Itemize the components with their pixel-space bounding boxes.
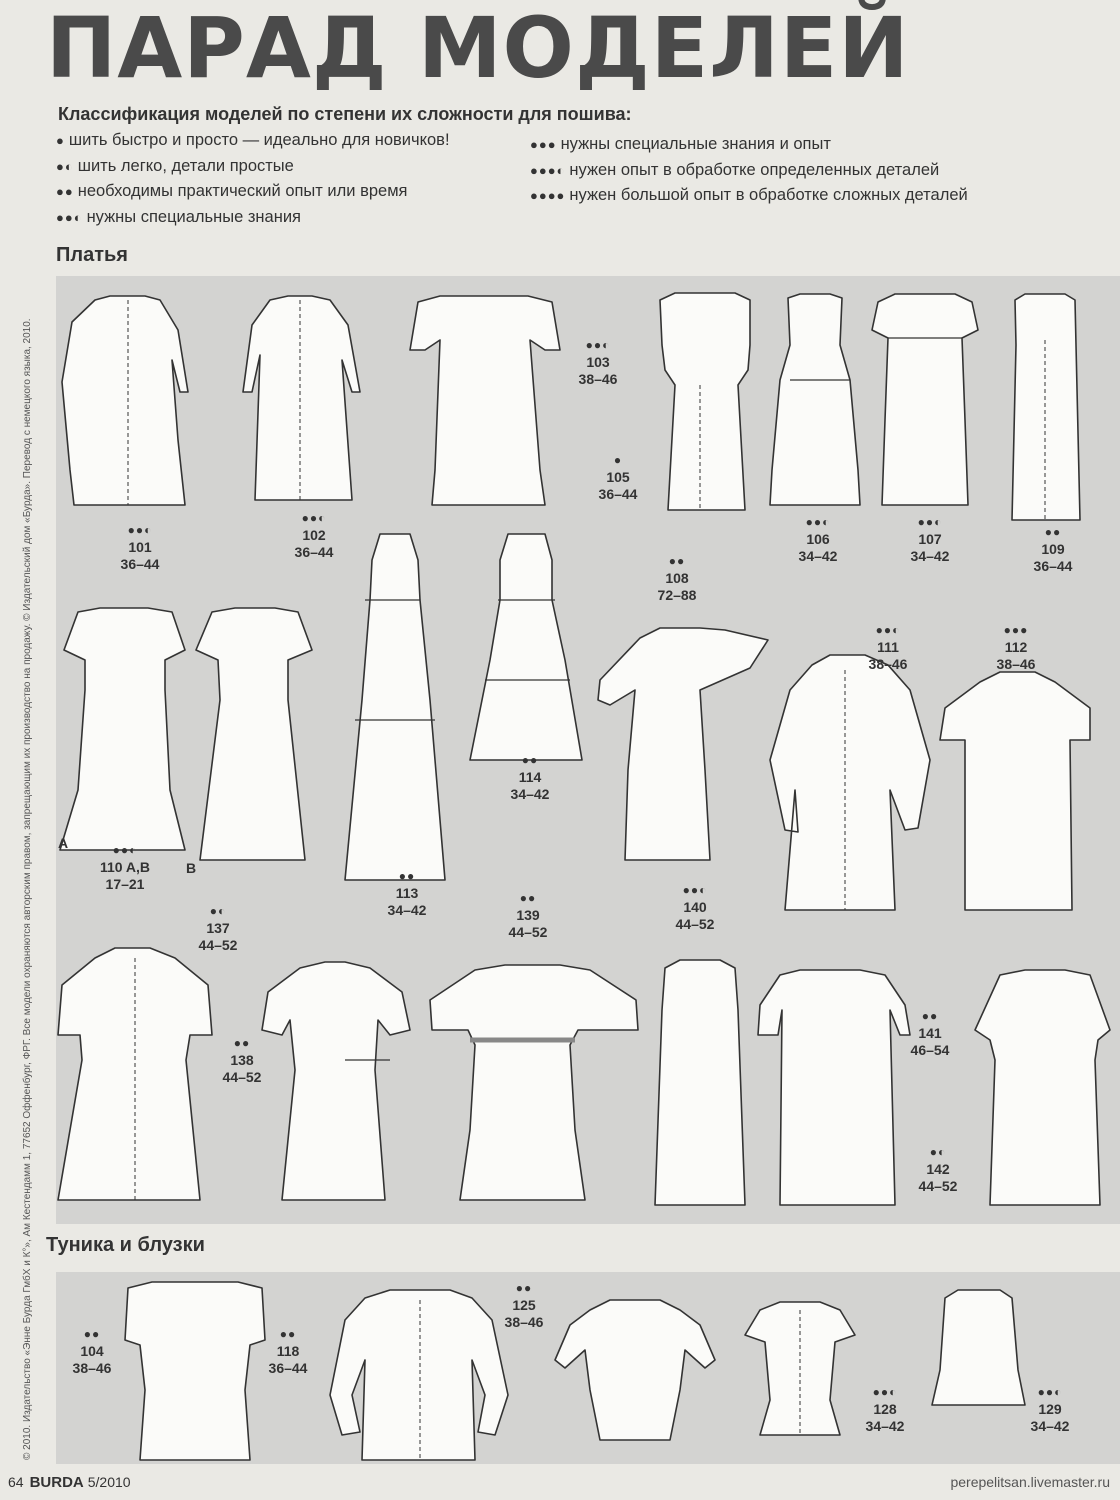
difficulty-dots: ● bbox=[56, 133, 65, 148]
difficulty-dots: ●●◐ bbox=[917, 515, 943, 529]
model-label-108: ●● 108 72–88 bbox=[637, 553, 717, 604]
dress-102-sketch bbox=[243, 296, 360, 500]
difficulty-dots: ●● bbox=[668, 554, 686, 568]
model-label-102: ●●◐ 102 36–44 bbox=[274, 510, 354, 561]
model-label-109: ●● 109 36–44 bbox=[1013, 524, 1093, 575]
difficulty-dots: ●● bbox=[921, 1009, 939, 1023]
dress-105-sketch bbox=[660, 293, 750, 510]
copyright-notice: © 2010. Издательство «Энне Бурда ГмбХ и К°», Ам Кестендамм 1, 77652 Оффенбург, ФРГ. Все модели охраняются авторским правом, запрещающим их производство на продажу. © Издательский дом «Бурда». Перевод с немецкого языка, 2010. bbox=[22, 318, 33, 1460]
difficulty-dots: ●●◐ bbox=[872, 1385, 898, 1399]
difficulty-dots: ● bbox=[613, 453, 623, 467]
difficulty-dots: ●●◐ bbox=[805, 515, 831, 529]
legend-text: нужны специальные знания и опыт bbox=[560, 135, 831, 153]
difficulty-dots: ●●◐ bbox=[875, 623, 901, 637]
section-title-dresses: Платья bbox=[56, 244, 128, 266]
dress-101-sketch bbox=[62, 296, 188, 505]
variant-label-a: A bbox=[58, 835, 69, 851]
dress-106-sketch bbox=[770, 294, 860, 505]
model-label-104: ●● 104 38–46 bbox=[52, 1326, 132, 1377]
difficulty-dots: ●◐ bbox=[209, 904, 227, 918]
difficulty-dots: ●●●◐ bbox=[530, 162, 566, 178]
difficulty-dots: ●◐ bbox=[929, 1145, 947, 1159]
classification-heading: Классификация моделей по степени их сложности для пошива: bbox=[58, 104, 632, 124]
dress-108-sketch bbox=[598, 628, 768, 860]
tunic-104-sketch bbox=[125, 1282, 265, 1460]
difficulty-dots: ●● bbox=[233, 1036, 251, 1050]
dress-107-sketch bbox=[872, 294, 978, 505]
dress-142-sketch bbox=[975, 970, 1110, 1205]
difficulty-dots: ●● bbox=[521, 753, 539, 767]
dress-140-sketch bbox=[655, 960, 745, 1205]
model-label-110: ●●◐ 110 A,B 17–21 bbox=[85, 842, 165, 893]
difficulty-dots: ●● bbox=[56, 184, 74, 199]
dress-110a-sketch bbox=[60, 608, 185, 850]
model-label-101: ●●◐ 101 36–44 bbox=[100, 522, 180, 573]
model-label-139: ●● 139 44–52 bbox=[488, 890, 568, 941]
blouse-118-sketch bbox=[330, 1290, 508, 1460]
dress-138-sketch bbox=[262, 962, 410, 1200]
dress-113-sketch bbox=[345, 534, 445, 880]
magazine-brand: BURDA bbox=[29, 1474, 84, 1491]
difficulty-dots: ●●◐ bbox=[585, 338, 611, 352]
issue-number: 5/2010 bbox=[87, 1474, 131, 1490]
variant-label-b: B bbox=[186, 860, 197, 876]
dress-139-sketch bbox=[430, 965, 638, 1200]
difficulty-dots: ●●◐ bbox=[56, 209, 83, 225]
model-label-141: ●● 141 46–54 bbox=[890, 1008, 970, 1059]
dress-103-sketch bbox=[410, 296, 560, 505]
difficulty-dots: ●◐ bbox=[56, 158, 74, 174]
model-label-129: ●●◐ 129 34–42 bbox=[1010, 1384, 1090, 1435]
model-label-137: ●◐ 137 44–52 bbox=[178, 903, 258, 954]
difficulty-dots: ●●◐ bbox=[682, 883, 708, 897]
blouse-125-sketch bbox=[555, 1300, 715, 1440]
difficulty-dots: ●●●● bbox=[530, 188, 566, 203]
model-label-112: ●●● 112 38–46 bbox=[976, 622, 1056, 673]
page-number: 64 bbox=[8, 1474, 24, 1490]
dress-141-sketch bbox=[758, 970, 910, 1205]
model-label-105: ● 105 36–44 bbox=[578, 452, 658, 503]
difficulty-dots: ●●◐ bbox=[112, 843, 138, 857]
difficulty-dots: ●●● bbox=[530, 137, 557, 152]
legend-text: нужен опыт в обработке определенных деталей bbox=[569, 160, 940, 179]
difficulty-dots: ●●◐ bbox=[1037, 1385, 1063, 1399]
model-label-118: ●● 118 36–44 bbox=[248, 1326, 328, 1377]
model-label-111: ●●◐ 111 38–46 bbox=[848, 622, 928, 673]
difficulty-dots: ●●◐ bbox=[301, 511, 327, 525]
page-title: ПАРАД МОДЕЛЕЙ bbox=[46, 0, 910, 97]
difficulty-dots: ●● bbox=[519, 891, 537, 905]
difficulty-dots: ●● bbox=[279, 1327, 297, 1341]
dress-111-sketch bbox=[770, 655, 930, 910]
legend-text: нужны специальные знания bbox=[86, 207, 301, 226]
model-label-140: ●●◐ 140 44–52 bbox=[655, 882, 735, 933]
legend-text: шить быстро и просто — идеально для новичков! bbox=[68, 131, 450, 149]
dress-110b-sketch bbox=[196, 608, 312, 860]
dress-114-sketch bbox=[470, 534, 582, 760]
difficulty-dots: ●● bbox=[83, 1327, 101, 1341]
model-label-142: ●◐ 142 44–52 bbox=[898, 1144, 978, 1195]
section-title-blouses: Туника и блузки bbox=[46, 1234, 205, 1256]
model-label-114: ●● 114 34–42 bbox=[490, 752, 570, 803]
dress-109-sketch bbox=[1012, 294, 1080, 520]
model-label-113: ●● 113 34–42 bbox=[367, 868, 447, 919]
page-footer bbox=[8, 1474, 131, 1491]
difficulty-dots: ●● bbox=[1044, 525, 1062, 539]
model-label-128: ●●◐ 128 34–42 bbox=[845, 1384, 925, 1435]
model-label-138: ●● 138 44–52 bbox=[202, 1035, 282, 1086]
legend-text: шить легко, детали простые bbox=[77, 156, 294, 175]
model-label-103: ●●◐ 103 38–46 bbox=[558, 337, 638, 388]
difficulty-dots: ●● bbox=[515, 1281, 533, 1295]
dress-112-sketch bbox=[940, 672, 1090, 910]
watermark: perepelitsan.livemaster.ru bbox=[950, 1474, 1110, 1490]
model-label-106: ●●◐ 106 34–42 bbox=[778, 514, 858, 565]
legend-text: необходимы практический опыт или время bbox=[77, 182, 408, 200]
difficulty-dots: ●● bbox=[398, 869, 416, 883]
model-label-125: ●● 125 38–46 bbox=[484, 1280, 564, 1331]
legend-text: нужен большой опыт в обработке сложных деталей bbox=[569, 186, 968, 204]
model-label-107: ●●◐ 107 34–42 bbox=[890, 514, 970, 565]
difficulty-dots: ●●◐ bbox=[127, 523, 153, 537]
difficulty-dots: ●●● bbox=[1003, 623, 1029, 637]
